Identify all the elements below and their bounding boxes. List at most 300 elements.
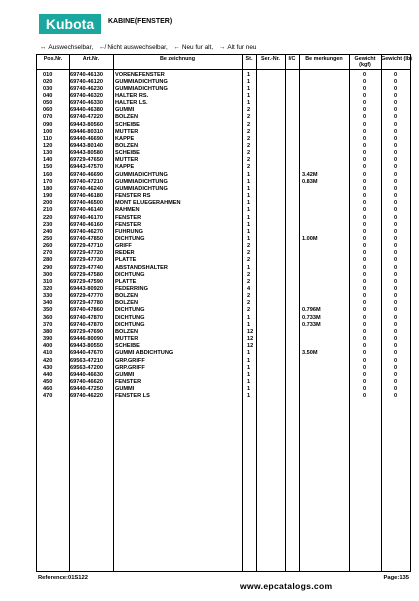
cell-st: 1	[247, 228, 251, 235]
cell-kgf: 0	[363, 185, 367, 192]
cell-rem: 0.796M	[302, 307, 321, 314]
cell-pos: 430	[43, 364, 53, 371]
cell-lb: 0	[394, 157, 398, 164]
cell-pos: 170	[43, 178, 53, 185]
cell-lb: 0	[394, 150, 398, 157]
cell-st: 1	[247, 193, 251, 200]
cell-pos: 250	[43, 235, 53, 242]
cell-lb: 0	[394, 393, 398, 400]
cell-desc: FENSTER RS	[115, 193, 151, 200]
cell-pos: 340	[43, 300, 53, 307]
cell-lb: 0	[394, 221, 398, 228]
cell-art: 69740-47860	[70, 307, 103, 314]
table-row	[37, 122, 410, 129]
cell-pos: 370	[43, 321, 53, 328]
cell-pos: 330	[43, 293, 53, 300]
cell-lb: 0	[394, 321, 398, 328]
cell-lb: 0	[394, 278, 398, 285]
cell-st: 1	[247, 92, 251, 99]
table-row	[37, 365, 410, 372]
cell-kgf: 0	[363, 328, 367, 335]
cell-st: 1	[247, 214, 251, 221]
cell-kgf: 0	[363, 143, 367, 149]
cell-art: 69729-47770	[70, 293, 103, 300]
cell-lb: 0	[394, 92, 398, 99]
cell-pos: 440	[43, 371, 53, 378]
table-row	[37, 72, 410, 79]
cell-lb: 0	[394, 307, 398, 314]
not-interchangeable-arrow-icon: ↚	[98, 44, 106, 51]
page-title: KABINE(FENSTER)	[108, 18, 173, 25]
cell-desc: RAHMEN	[115, 207, 140, 214]
cell-lb: 0	[394, 178, 398, 185]
cell-st: 2	[247, 114, 251, 121]
cell-desc: FENSTER	[115, 378, 142, 385]
cell-art: 69740-46230	[70, 85, 103, 92]
table-row	[37, 93, 410, 100]
cell-st: 1	[247, 221, 251, 228]
cell-art: 69446-80310	[70, 128, 103, 135]
legend-item-new-for-old: ← Neu fur alt,	[173, 44, 214, 51]
header-ic: I/C	[288, 56, 296, 62]
cell-st: 2	[247, 278, 251, 285]
cell-kgf: 0	[363, 150, 367, 157]
cell-desc: GRIFF	[115, 243, 132, 250]
cell-art: 69729-47590	[70, 278, 103, 285]
cell-pos: 350	[43, 307, 53, 314]
cell-kgf: 0	[363, 378, 367, 385]
table-row	[37, 250, 410, 257]
cell-art: 69740-46220	[70, 393, 103, 400]
cell-kgf: 0	[363, 228, 367, 235]
cell-desc: KAPPE	[115, 164, 135, 171]
table-row	[37, 265, 410, 272]
cell-st: 1	[247, 321, 251, 328]
cell-kgf: 0	[363, 257, 367, 264]
legend-item-old-for-new: → Alt fur neu	[218, 44, 257, 51]
cell-st: 2	[247, 157, 251, 164]
cell-desc: KAPPE	[115, 135, 135, 142]
cell-desc: GRP.GRIFF	[115, 364, 145, 371]
cell-st: 2	[247, 107, 251, 114]
header-serial: Ser.-Nr.	[261, 56, 280, 62]
table-row	[37, 114, 410, 121]
cell-pos: 460	[43, 386, 53, 393]
table-row	[37, 200, 410, 207]
cell-art: 69563-47210	[70, 357, 103, 364]
cell-pos: 450	[43, 378, 53, 385]
cell-lb: 0	[394, 293, 398, 300]
cell-st: 2	[247, 150, 251, 157]
cell-lb: 0	[394, 78, 398, 85]
cell-lb: 0	[394, 243, 398, 250]
cell-pos: 110	[43, 135, 53, 142]
cell-st: 1	[247, 71, 251, 78]
cell-kgf: 0	[363, 135, 367, 142]
cell-kgf: 0	[363, 350, 367, 357]
cell-desc: BOLZEN	[115, 143, 138, 149]
cell-desc: GUMMI	[115, 371, 135, 378]
header-art: Art.Nr.	[82, 56, 100, 62]
cell-lb: 0	[394, 207, 398, 214]
cell-pos: 150	[43, 164, 53, 171]
cell-desc: GUMMIADICHTUNG	[115, 185, 168, 192]
cell-desc: BOLZEN	[115, 114, 138, 121]
cell-art: 69440-46630	[70, 371, 103, 378]
cell-desc: GUMMI	[115, 107, 135, 114]
cell-lb: 0	[394, 328, 398, 335]
cell-lb: 0	[394, 271, 398, 278]
cell-rem: 0.733M	[302, 314, 321, 321]
header-quantity: St.	[245, 56, 253, 62]
cell-art: 69440-46380	[70, 107, 103, 114]
kubota-logo: Kubota	[39, 14, 101, 34]
cell-kgf: 0	[363, 107, 367, 114]
table-row	[37, 336, 410, 343]
cell-kgf: 0	[363, 178, 367, 185]
table-row	[37, 272, 410, 279]
cell-st: 4	[247, 286, 251, 292]
cell-art: 69740-46270	[70, 228, 103, 235]
cell-st: 2	[247, 143, 251, 149]
cell-art: 69729-47580	[70, 271, 103, 278]
header-remarks: Be merkungen	[305, 56, 343, 62]
cell-desc: GRP.GRIFF	[115, 357, 145, 364]
cell-art: 69440-46690	[70, 135, 103, 142]
cell-st: 1	[247, 393, 251, 400]
cell-lb: 0	[394, 135, 398, 142]
cell-lb: 0	[394, 250, 398, 257]
cell-kgf: 0	[363, 157, 367, 164]
cell-st: 1	[247, 350, 251, 357]
cell-desc: MONT ELUEGERAHMEN	[115, 200, 181, 207]
cell-kgf: 0	[363, 78, 367, 85]
cell-pos: 320	[43, 286, 53, 292]
cell-st: 2	[247, 271, 251, 278]
cell-lb: 0	[394, 364, 398, 371]
cell-kgf: 0	[363, 321, 367, 328]
cell-pos: 280	[43, 257, 53, 264]
cell-art: 69729-47710	[70, 243, 103, 250]
cell-st: 2	[247, 250, 251, 257]
cell-pos: 190	[43, 193, 53, 200]
cell-desc: GUMMI	[115, 386, 135, 393]
cell-art: 69740-46500	[70, 200, 103, 207]
cell-desc: FEDERRING	[115, 286, 148, 292]
cell-st: 1	[247, 185, 251, 192]
cell-desc: BOLZEN	[115, 300, 138, 307]
table-row	[37, 186, 410, 193]
cell-art: 69443-47570	[70, 164, 103, 171]
cell-lb: 0	[394, 128, 398, 135]
cell-pos: 290	[43, 264, 53, 271]
cell-st: 2	[247, 307, 251, 314]
cell-pos: 360	[43, 314, 53, 321]
cell-lb: 0	[394, 300, 398, 307]
cell-desc: VORENEFENSTER	[115, 71, 165, 78]
cell-kgf: 0	[363, 85, 367, 92]
cell-rem: 1.00M	[302, 235, 318, 242]
cell-pos: 030	[43, 85, 53, 92]
cell-kgf: 0	[363, 364, 367, 371]
cell-lb: 0	[394, 171, 398, 178]
cell-desc: HALTER LS.	[115, 100, 148, 107]
table-row	[37, 129, 410, 136]
cell-art: 69729-47720	[70, 250, 103, 257]
cell-lb: 0	[394, 85, 398, 92]
cell-kgf: 0	[363, 357, 367, 364]
cell-pos: 090	[43, 121, 53, 128]
cell-st: 12	[247, 343, 254, 350]
table-row	[37, 343, 410, 350]
cell-art: 69443-80550	[70, 343, 103, 350]
table-row	[37, 215, 410, 222]
cell-art: 69740-47850	[70, 235, 103, 242]
cell-pos: 020	[43, 78, 53, 85]
cell-pos: 470	[43, 393, 53, 400]
cell-rem: 0.733M	[302, 321, 321, 328]
table-row	[37, 315, 410, 322]
table-row	[37, 107, 410, 114]
header-weight-kgf: Gewicht (kgf)	[354, 56, 376, 68]
cell-art: 69740-47210	[70, 178, 103, 185]
cell-kgf: 0	[363, 386, 367, 393]
cell-desc: GUMMIADICHTUNG	[115, 78, 168, 85]
cell-st: 1	[247, 178, 251, 185]
cell-art: 69729-47690	[70, 328, 103, 335]
cell-lb: 0	[394, 193, 398, 200]
cell-pos: 200	[43, 200, 53, 207]
cell-art: 69740-46120	[70, 78, 103, 85]
cell-st: 1	[247, 386, 251, 393]
table-row	[37, 150, 410, 157]
cell-kgf: 0	[363, 121, 367, 128]
table-row	[37, 164, 410, 171]
cell-lb: 0	[394, 121, 398, 128]
cell-desc: PLATTE	[115, 278, 137, 285]
cell-kgf: 0	[363, 235, 367, 242]
cell-desc: FENSTER	[115, 221, 142, 228]
cell-pos: 420	[43, 357, 53, 364]
header-weight-lb: Gewicht (lb)	[381, 56, 412, 62]
cell-st: 12	[247, 328, 254, 335]
header-description: Be zeichnung	[159, 56, 196, 62]
cell-lb: 0	[394, 71, 398, 78]
table-row	[37, 179, 410, 186]
left-arrow-icon: ←	[173, 44, 180, 51]
table-row	[37, 293, 410, 300]
cell-st: 1	[247, 371, 251, 378]
cell-art: 69443-80560	[70, 121, 103, 128]
cell-rem: 3.50M	[302, 350, 318, 357]
cell-art: 69440-47670	[70, 350, 103, 357]
cell-lb: 0	[394, 185, 398, 192]
cell-desc: DICHTUNG	[115, 314, 145, 321]
cell-art: 69740-46180	[70, 193, 103, 200]
cell-lb: 0	[394, 228, 398, 235]
table-row	[37, 222, 410, 229]
table-row	[37, 279, 410, 286]
cell-kgf: 0	[363, 128, 367, 135]
table-row	[37, 157, 410, 164]
cell-lb: 0	[394, 107, 398, 114]
cell-desc: BOLZEN	[115, 328, 138, 335]
cell-pos: 210	[43, 207, 53, 214]
cell-pos: 270	[43, 250, 53, 257]
table-row	[37, 329, 410, 336]
cell-desc: DICHTUNG	[115, 271, 145, 278]
table-row	[37, 136, 410, 143]
cell-pos: 130	[43, 150, 53, 157]
cell-rem: 0.83M	[302, 178, 318, 185]
cell-pos: 300	[43, 271, 53, 278]
cell-st: 1	[247, 78, 251, 85]
cell-kgf: 0	[363, 300, 367, 307]
cell-st: 1	[247, 314, 251, 321]
cell-desc: DICHTUNG	[115, 235, 145, 242]
cell-lb: 0	[394, 336, 398, 343]
cell-st: 1	[247, 207, 251, 214]
cell-st: 2	[247, 293, 251, 300]
cell-lb: 0	[394, 257, 398, 264]
cell-kgf: 0	[363, 250, 367, 257]
cell-art: 69740-47870	[70, 321, 103, 328]
cell-art: 69740-46140	[70, 207, 103, 214]
cell-lb: 0	[394, 386, 398, 393]
cell-kgf: 0	[363, 71, 367, 78]
cell-st: 1	[247, 235, 251, 242]
table-row	[37, 193, 410, 200]
parts-table	[36, 54, 411, 572]
table-row	[37, 236, 410, 243]
cell-lb: 0	[394, 314, 398, 321]
legend-item-interchangeable: ↔ Auswechselbar,	[40, 44, 94, 51]
cell-st: 2	[247, 243, 251, 250]
cell-kgf: 0	[363, 100, 367, 107]
legend-item-not-interchangeable: ↚ Nicht auswechselbar,	[98, 44, 168, 51]
cell-st: 2	[247, 300, 251, 307]
cell-st: 12	[247, 336, 254, 343]
cell-lb: 0	[394, 200, 398, 207]
cell-pos: 120	[43, 143, 53, 149]
cell-art: 69740-46240	[70, 185, 103, 192]
cell-desc: FENSTER LS	[115, 393, 150, 400]
cell-art: 69729-47730	[70, 257, 103, 264]
cell-lb: 0	[394, 214, 398, 221]
table-row	[37, 207, 410, 214]
cell-st: 1	[247, 378, 251, 385]
cell-lb: 0	[394, 371, 398, 378]
cell-desc: MUTTER	[115, 336, 139, 343]
cell-art: 69740-46620	[70, 378, 103, 385]
cell-kgf: 0	[363, 286, 367, 292]
cell-kgf: 0	[363, 171, 367, 178]
cell-art: 69443-80580	[70, 150, 103, 157]
table-row	[37, 393, 410, 400]
cell-st: 1	[247, 85, 251, 92]
cell-st: 2	[247, 128, 251, 135]
cell-pos: 180	[43, 185, 53, 192]
cell-pos: 400	[43, 343, 53, 350]
cell-art: 69729-47650	[70, 157, 103, 164]
table-row	[37, 307, 410, 314]
cell-st: 1	[247, 264, 251, 271]
cell-lb: 0	[394, 350, 398, 357]
table-row	[37, 257, 410, 264]
cell-art: 69729-47780	[70, 300, 103, 307]
cell-kgf: 0	[363, 264, 367, 271]
cell-kgf: 0	[363, 343, 367, 350]
cell-desc: DICHTUNG	[115, 321, 145, 328]
cell-art: 69740-46130	[70, 71, 103, 78]
cell-desc: MUTTER	[115, 157, 139, 164]
cell-kgf: 0	[363, 200, 367, 207]
cell-desc: SCHEIBE	[115, 343, 140, 350]
cell-art: 69740-46690	[70, 171, 103, 178]
cell-pos: 390	[43, 336, 53, 343]
cell-lb: 0	[394, 114, 398, 121]
table-row	[37, 350, 410, 357]
cell-kgf: 0	[363, 336, 367, 343]
cell-st: 1	[247, 364, 251, 371]
cell-kgf: 0	[363, 214, 367, 221]
cell-art: 69440-47250	[70, 386, 103, 393]
cell-kgf: 0	[363, 393, 367, 400]
cell-kgf: 0	[363, 371, 367, 378]
cell-pos: 380	[43, 328, 53, 335]
cell-lb: 0	[394, 357, 398, 364]
table-row	[37, 100, 410, 107]
cell-art: 69729-47740	[70, 264, 103, 271]
cell-art: 69740-46320	[70, 92, 103, 99]
cell-st: 1	[247, 200, 251, 207]
cell-pos: 140	[43, 157, 53, 164]
cell-pos: 060	[43, 107, 53, 114]
cell-pos: 160	[43, 171, 53, 178]
cell-st: 2	[247, 164, 251, 171]
cell-art: 69443-80920	[70, 286, 103, 292]
cell-art: 69740-47220	[70, 114, 103, 121]
cell-kgf: 0	[363, 114, 367, 121]
cell-pos: 010	[43, 71, 53, 78]
table-row	[37, 322, 410, 329]
cell-st: 1	[247, 357, 251, 364]
legend	[40, 44, 260, 51]
cell-kgf: 0	[363, 243, 367, 250]
cell-kgf: 0	[363, 164, 367, 171]
cell-st: 2	[247, 121, 251, 128]
cell-pos: 310	[43, 278, 53, 285]
cell-desc: GUMMIADICHTUNG	[115, 178, 168, 185]
cell-desc: FUHRUNG	[115, 228, 143, 235]
cell-desc: REDER	[115, 250, 135, 257]
cell-art: 69740-46330	[70, 100, 103, 107]
watermark: www.epcatalogs.com	[240, 581, 333, 591]
cell-kgf: 0	[363, 314, 367, 321]
cell-desc: GUMMIADICHTUNG	[115, 171, 168, 178]
cell-st: 2	[247, 135, 251, 142]
cell-pos: 100	[43, 128, 53, 135]
cell-desc: DICHTUNG	[115, 307, 145, 314]
cell-pos: 230	[43, 221, 53, 228]
cell-pos: 260	[43, 243, 53, 250]
cell-art: 69740-46170	[70, 214, 103, 221]
cell-kgf: 0	[363, 271, 367, 278]
cell-desc: FENSTER	[115, 214, 142, 221]
cell-art: 69443-80140	[70, 143, 103, 149]
cell-pos: 220	[43, 214, 53, 221]
cell-desc: MUTTER	[115, 128, 139, 135]
